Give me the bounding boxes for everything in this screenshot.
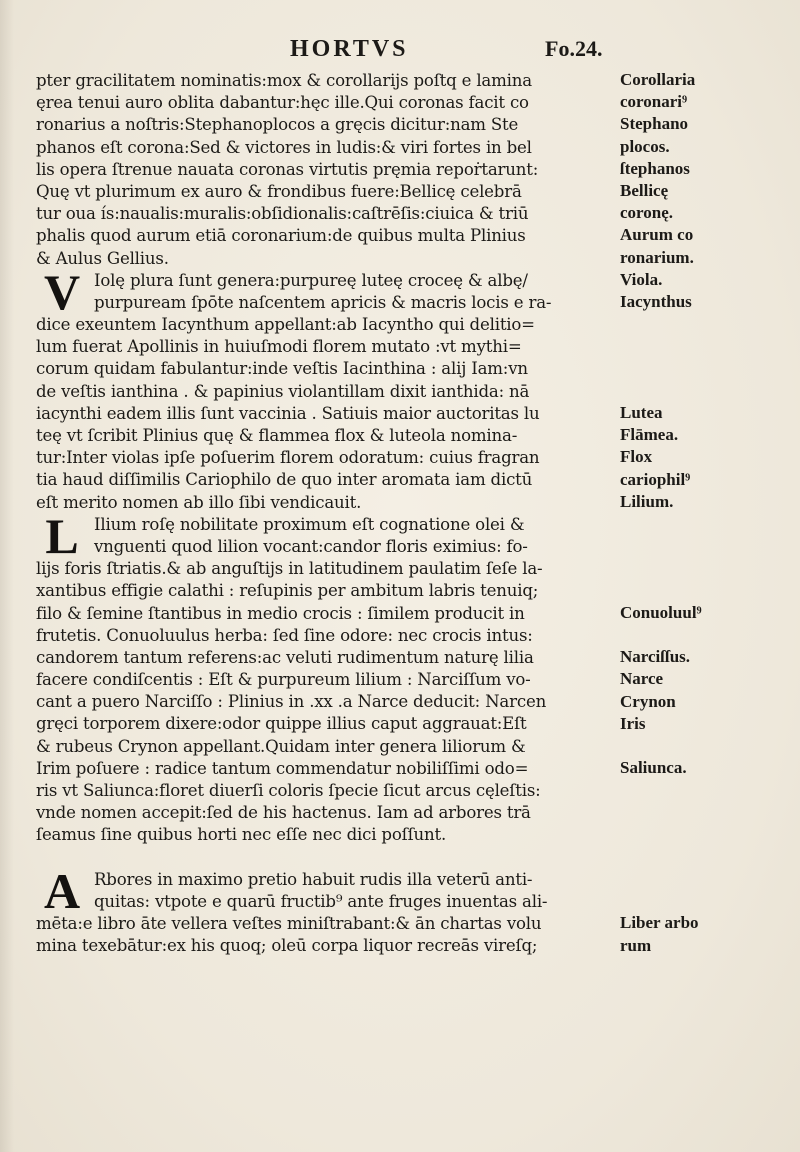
- text-line: & Aulus Gellius.: [36, 248, 169, 268]
- text-line: ęrea tenui auro oblita dabantur:hęc ille.Qui coronas facit co: [36, 93, 529, 113]
- text-line: corum quidam fabulantur:inde veſtis Iacinthina : alij Iam:vn: [36, 359, 528, 379]
- text-line: gręci torporem dixere:odor quippe illius caput aggrauat:Eſt: [36, 714, 527, 734]
- text-line: cant a puero Narciſſo : Plinius in .xx .a Narce deducit: Narcen: [36, 692, 547, 712]
- marginal-note: ſtephanos: [620, 158, 690, 178]
- marginal-note: rum: [620, 935, 652, 955]
- text-line: de veſtis ianthina . & papinius violantillam dixit ianthida: nā: [36, 381, 530, 401]
- marginal-note: Saliunca.: [620, 758, 687, 778]
- marginal-note: Lutea: [620, 403, 663, 422]
- running-title: HORTVS: [290, 36, 409, 62]
- text-line: ronarius a noſtris:Stephanoplocos a gręcis dicitur:nam Ste: [36, 115, 519, 135]
- text-line: phalis quod aurum etiā coronarium:de quibus multa Plinius: [36, 226, 526, 246]
- text-line: dice exeuntem Iacynthum appellant:ab Iacyntho qui delitio=: [36, 315, 535, 335]
- drop-capital: L: [45, 507, 79, 564]
- marginal-note: Lilium.: [620, 491, 674, 511]
- text-line: ris vt Saliunca:floret diuerſi coloris ſpecie ſicut arcus cęleſtis:: [36, 781, 541, 800]
- marginal-note: ronarium.: [620, 247, 694, 267]
- drop-capital: V: [43, 263, 81, 320]
- marginal-note: coronę.: [620, 203, 674, 223]
- marginal-note: Bellicę: [620, 181, 669, 200]
- text-line: filo & ſemine ſtantibus in medio crocis : ſimilem producit in: [36, 603, 525, 623]
- marginal-note: Viola.: [620, 269, 663, 289]
- text-line: candorem tantum referens:ac veluti rudimentum naturę lilia: [36, 647, 534, 667]
- text-line: Quę vt plurimum ex auro & frondibus fuere:Bellicę celebrā: [36, 181, 522, 201]
- paragraph-lilium: [36, 507, 614, 847]
- marginal-note: Flāmea.: [620, 425, 679, 445]
- marginal-note: Iacynthus: [620, 292, 692, 311]
- text-line: Ilium roſę nobilitate proximum eſt cognatione olei &: [94, 514, 525, 534]
- text-line: iacynthi eadem illis ſunt vaccinia . Satiuis maior auctoritas lu: [36, 403, 540, 423]
- main-text-column: [36, 70, 614, 957]
- marginal-note: Liber arbo: [620, 913, 699, 933]
- text-line: vnde nomen accepit:ſed de his hactenus. Iam ad arbores trā: [36, 803, 531, 823]
- page-gutter-shadow: [0, 0, 14, 1152]
- text-line: lijs foris ſtriatis.& ab anguſtijs in latitudinem paulatim ſeſe la-: [36, 559, 543, 579]
- marginal-note: Crynon: [620, 691, 676, 711]
- text-line: frutetis. Conuoluulus herba: ſed ſine odore: nec crocis intus:: [36, 625, 533, 645]
- text-line: eſt merito nomen ab illo ſibi vendicauit.: [36, 492, 362, 512]
- text-line: quitas: vtpote e quarū fructib⁹ ante fruges inuentas ali-: [94, 891, 548, 911]
- text-line: & rubeus Crynon appellant.Quidam inter genera liliorum &: [36, 736, 526, 756]
- text-line: mina texebātur:ex his quoq; oleū corpa liquor recreās vireſq;: [36, 936, 538, 956]
- text-line: tur oua ís:naualis:muralis:obſidionalis:caſtrēſis:ciuica & triū: [36, 204, 529, 224]
- text-line: tia haud diſſimilis Cariophilo de quo inter aromata iam dictū: [36, 470, 533, 490]
- text-line: xantibus effigie calathi : reſupinis per ambitum labris tenuiq;: [36, 581, 539, 601]
- text-line: phanos eſt corona:Sed & victores in ludis:& viri fortes in bel: [36, 137, 532, 157]
- marginal-note: Stephano: [620, 114, 689, 134]
- paragraph-gap: [36, 847, 614, 869]
- text-line: vnguenti quod lilion vocant:candor floris eximius: fo-: [94, 536, 528, 556]
- text-line: Iolę plura ſunt genera:purpureę luteę croceę & albę/: [94, 270, 528, 290]
- marginal-note: Narciſſus.: [620, 647, 691, 667]
- text-line: tur:Inter violas ipſe poſuerim florem odoratum: cuius fragran: [36, 448, 540, 468]
- paragraph-viola: [36, 263, 614, 514]
- text-line: mēta:e libro āte vellera veſtes miniſtrabant:& ān chartas volu: [36, 913, 542, 933]
- text-line: Irim poſuere : radice tantum commendatur nobiliſſimi odo=: [36, 758, 529, 778]
- drop-capital: A: [43, 862, 81, 919]
- text-line: Rbores in maximo pretio habuit rudis illa veterū anti-: [94, 869, 533, 889]
- text-line: pter gracilitatem nominatis:mox & corollarijs poſtq e lamina: [36, 71, 532, 90]
- marginal-note: Conuoluul⁹: [620, 602, 702, 622]
- marginal-note: Corollaria: [620, 70, 696, 89]
- marginal-note: Aurum co: [620, 225, 694, 245]
- marginal-note: Flox: [620, 447, 653, 467]
- paragraph-arbores: [36, 862, 614, 958]
- text-line: purpuream ſpōte naſcentem apricis & macris locis e ra-: [94, 292, 552, 312]
- marginal-note: Iris: [620, 713, 646, 733]
- paragraph-corollaria: [36, 70, 614, 270]
- folio-number: Fo.24.: [545, 36, 603, 61]
- marginal-note: Narce: [620, 669, 664, 689]
- marginal-note: cariophil⁹: [620, 469, 691, 489]
- text-line: teę vt ſcribit Plinius quę & flammea flox & luteola nomina-: [36, 426, 518, 445]
- marginal-note: coronari⁹: [620, 92, 688, 112]
- marginal-note: plocos.: [620, 136, 670, 156]
- text-line: lum fuerat Apollinis in huiuſmodi florem mutato :vt mythi=: [36, 337, 522, 357]
- page-header: [0, 36, 800, 68]
- text-line: facere condiſcentis : Eſt & purpureum lilium : Narciſſum vo-: [36, 670, 531, 690]
- text-line: ſeamus ſine quibus horti nec eſſe nec dici poſſunt.: [36, 825, 447, 845]
- text-line: lis opera ſtrenue nauata coronas virtutis pręmia repoṙtarunt:: [36, 159, 539, 179]
